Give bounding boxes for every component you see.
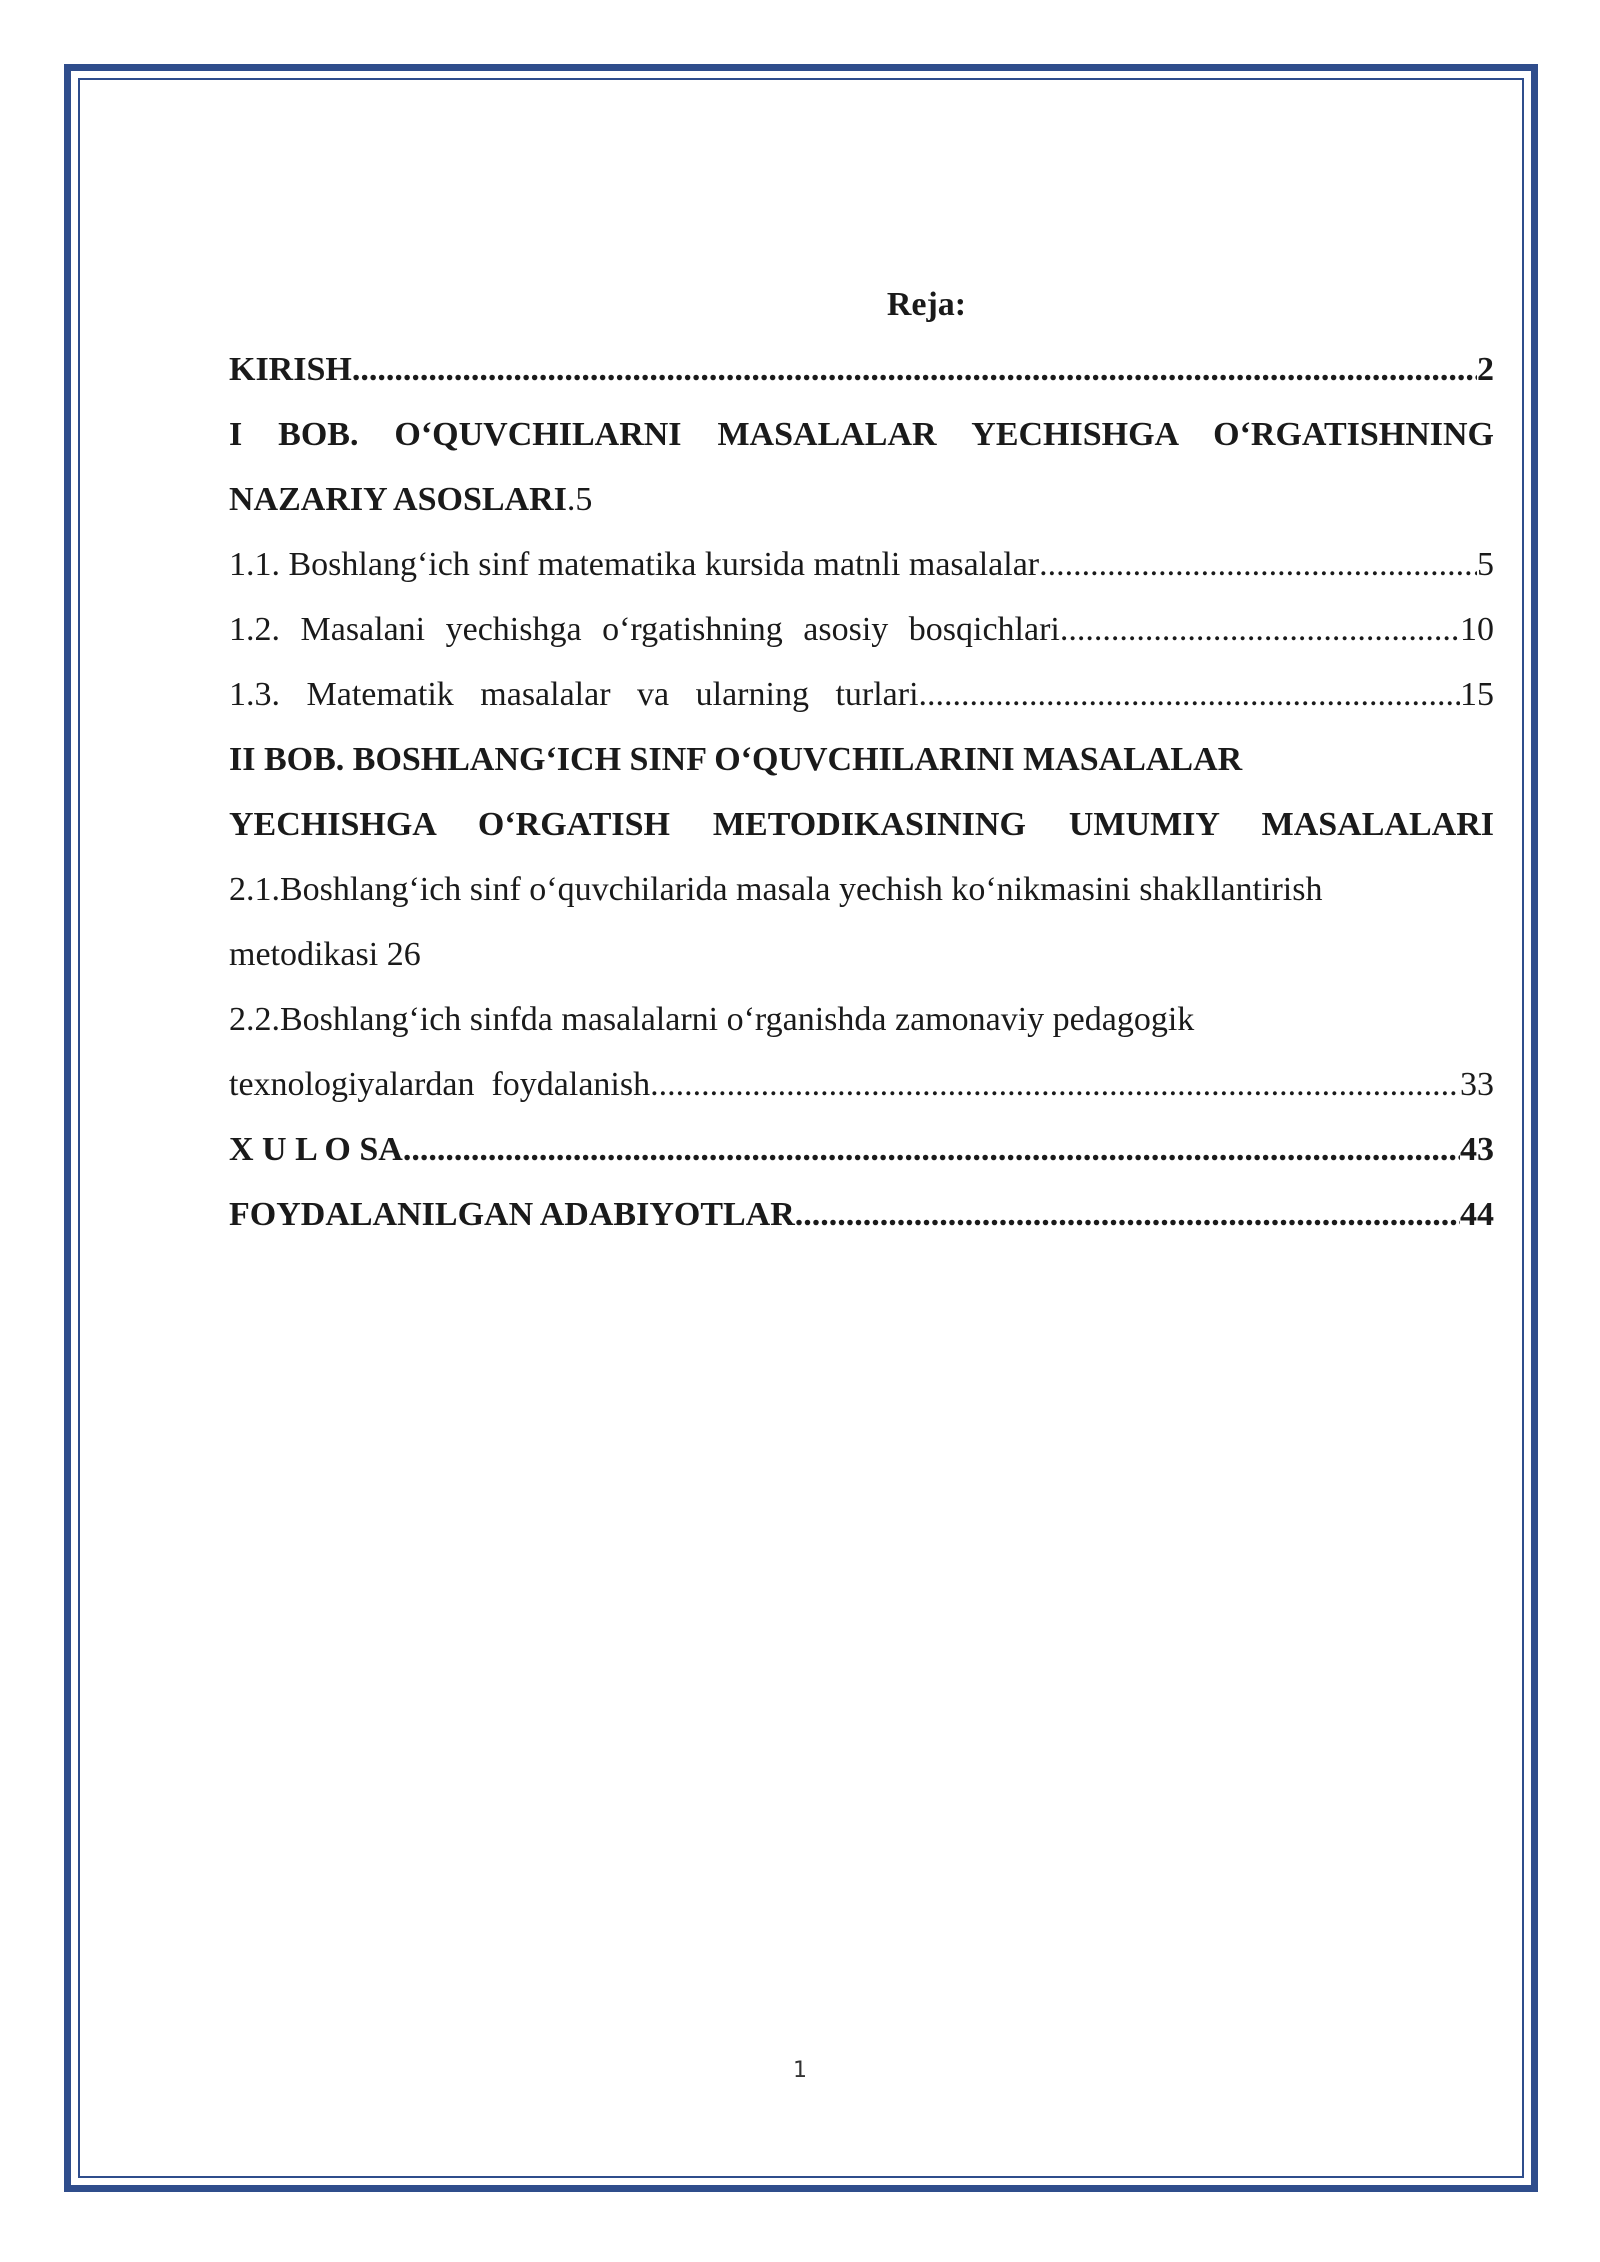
toc-entry-label: KIRISH: [229, 351, 352, 388]
toc-entry-label: 2.2.Boshlang‘ich sinfda masalalarni o‘rganishda zamonaviy pedagogik: [229, 1001, 1195, 1038]
dot-leader: [1060, 597, 1460, 662]
toc-page-number: 10: [1460, 611, 1494, 648]
toc-chapter-label: II BOB. BOSHLANG‘ICH SINF O‘QUVCHILARINI MASALALAR: [229, 741, 1243, 778]
toc-entry-2-2-line1: [229, 987, 1494, 1052]
dot-leader: [1039, 532, 1477, 597]
dot-leader: [352, 337, 1477, 402]
toc-page-number: 15: [1460, 676, 1494, 713]
dot-leader: [919, 662, 1460, 727]
toc-page-number: 2: [1477, 351, 1494, 388]
dot-leader: [795, 1182, 1460, 1247]
toc-page-number: 44: [1460, 1196, 1494, 1233]
toc-chapter-label: I BOB. O‘QUVCHILARNI MASALALAR YECHISHGA O‘RGATISHNING: [229, 416, 1494, 453]
toc-chapter-label: YECHISHGA O‘RGATISH METODIKASINING UMUMIY MASALALARI: [229, 806, 1494, 843]
dot-leader: [403, 1117, 1460, 1182]
dot-leader: [650, 1052, 1460, 1117]
toc-entry-1-3: [229, 662, 1494, 727]
toc-entry-2-2-line2: [229, 1052, 1494, 1117]
toc-entry-adabiyot: [229, 1182, 1494, 1247]
toc-entry-kirish: [229, 337, 1494, 402]
table-of-contents: [229, 272, 1494, 1247]
toc-page-number: 5: [1477, 546, 1494, 583]
page-number: 1: [793, 2058, 807, 2083]
toc-chapter-1-line2: [229, 467, 1494, 532]
toc-entry-2-1-line1: [229, 857, 1494, 922]
toc-chapter-label: NAZARIY ASOSLARI: [229, 481, 567, 518]
toc-entry-label: texnologiyalardan foydalanish: [229, 1066, 651, 1103]
toc-entry-label: 1.2. Masalani yechishga o‘rgatishning asosiy bosqichlari: [229, 611, 1060, 648]
toc-entry-label: metodikasi 26: [229, 936, 421, 973]
toc-entry-label: 1.3. Matematik masalalar va ularning turlari: [229, 676, 919, 713]
toc-entry-1-1: [229, 532, 1494, 597]
page-title: Reja:: [886, 286, 967, 323]
toc-entry-label: FOYDALANILGAN ADABIYOTLAR: [229, 1196, 795, 1233]
toc-entry-label: 2.1.Boshlang‘ich sinf o‘quvchilarida masala yechish ko‘nikmasini shakllantirish: [229, 871, 1323, 908]
toc-entry-label: X U L O SA: [229, 1131, 403, 1168]
toc-entry-label: 1.1. Boshlang‘ich sinf matematika kursida matnli masalalar: [229, 546, 1040, 583]
toc-chapter-2-line1: [229, 727, 1494, 792]
toc-chapter-1-line1: [229, 402, 1494, 467]
toc-page-number: 43: [1460, 1131, 1494, 1168]
toc-chapter-2-line2: [229, 792, 1494, 857]
toc-entry-2-1-line2: [229, 922, 1494, 987]
toc-entry-1-2: [229, 597, 1494, 662]
toc-page-number: 33: [1460, 1066, 1494, 1103]
toc-entry-xulosa: [229, 1117, 1494, 1182]
toc-page-number: .5: [566, 481, 593, 518]
